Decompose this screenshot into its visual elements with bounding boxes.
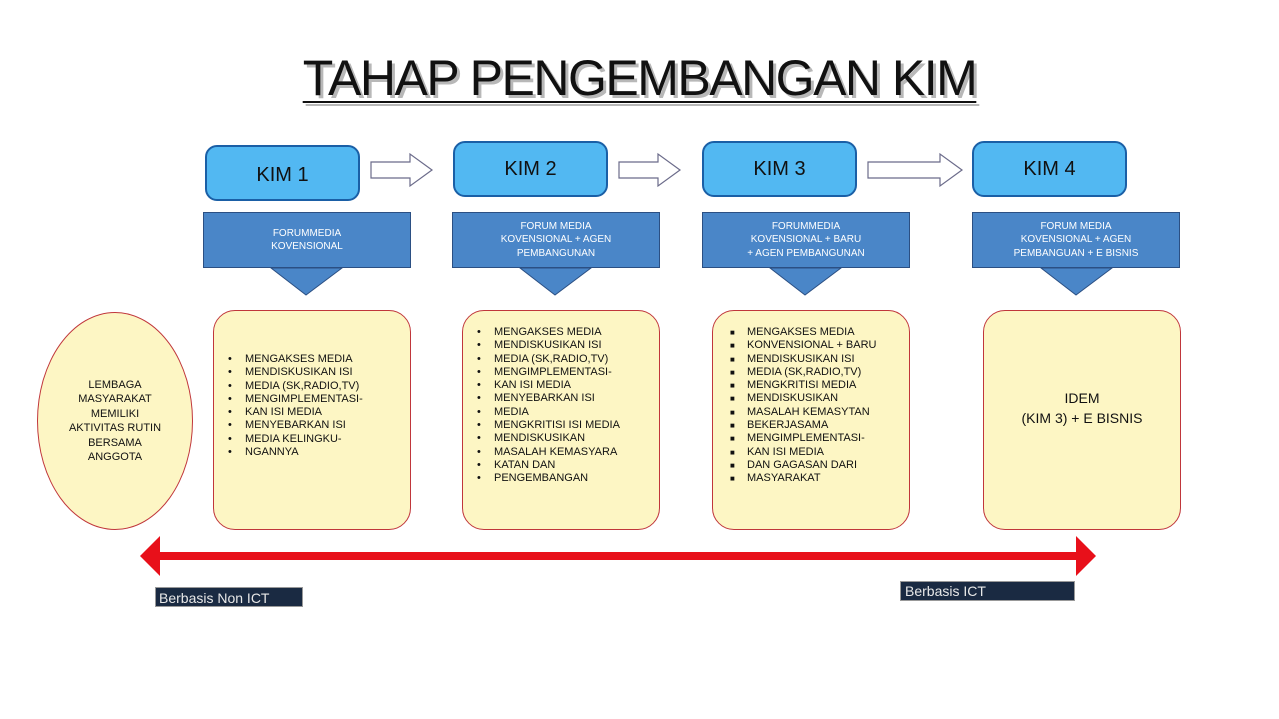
- list-item: ■ DAN GAGASAN DARI: [730, 459, 903, 472]
- list-item: • MEDIA (SK,RADIO,TV): [477, 353, 651, 366]
- list-item: • MENGIMPLEMENTASI-: [228, 393, 400, 406]
- kim-2-forum: FORUM MEDIA KOVENSIONAL + AGEN PEMBANGUNAN: [452, 212, 660, 268]
- down-arrow-icon: [520, 268, 591, 295]
- right-arrow-icon: [868, 154, 962, 186]
- down-arrow-icon: [271, 268, 342, 295]
- kim-4-forum: FORUM MEDIA KOVENSIONAL + AGEN PEMBANGUAN + E BISNIS: [972, 212, 1180, 268]
- list-item: ■ MENGAKSES MEDIA: [730, 326, 903, 339]
- kim-4-label: KIM 4: [1023, 157, 1076, 180]
- kim-1-forum: FORUMMEDIA KOVENSIONAL: [203, 212, 411, 268]
- list-item: • KAN ISI MEDIA: [477, 379, 651, 392]
- list-item: • MENDISKUSIKAN ISI: [477, 339, 651, 352]
- double-arrow-icon: [140, 536, 1096, 576]
- list-item: • MENGAKSES MEDIA: [228, 353, 400, 366]
- ict-label: Berbasis ICT: [900, 581, 1075, 601]
- kim-1-box: [205, 145, 360, 201]
- kim-3-activity-list: [730, 326, 903, 486]
- list-item: ■ MENGIMPLEMENTASI-: [730, 432, 903, 445]
- right-arrow-icon: [619, 154, 680, 186]
- list-item: • MENGKRITISI ISI MEDIA: [477, 419, 651, 432]
- kim-3-forum: FORUMMEDIA KOVENSIONAL + BARU + AGEN PEMBANGUNAN: [702, 212, 910, 268]
- list-item: • MENYEBARKAN ISI: [477, 392, 651, 405]
- kim-1-label: KIM 1: [256, 163, 309, 186]
- list-item: • MEDIA KELINGKU-: [228, 433, 400, 446]
- down-arrow-icon: [770, 268, 841, 295]
- kim-3-label: KIM 3: [753, 157, 806, 180]
- down-arrow-icon: [1041, 268, 1112, 295]
- kim-2-box: [453, 141, 608, 197]
- list-item: ■ MENDISKUSIKAN ISI: [730, 353, 903, 366]
- kim-1-activity-list: [228, 353, 400, 459]
- kim-4-activities: [983, 310, 1181, 530]
- list-item: • MEDIA (SK,RADIO,TV): [228, 380, 400, 393]
- list-item: ■ BEKERJASAMA: [730, 419, 903, 432]
- list-item: ■ KONVENSIONAL + BARU: [730, 339, 903, 352]
- list-item: • NGANNYA: [228, 446, 400, 459]
- kim-4-text: IDEM (KIM 3) + E BISNIS: [1021, 390, 1143, 426]
- list-item: • MENGIMPLEMENTASI-: [477, 366, 651, 379]
- list-item: ■ MENDISKUSIKAN: [730, 392, 903, 405]
- list-item: ■ MEDIA (SK,RADIO,TV): [730, 366, 903, 379]
- page-title: TAHAP PENGEMBANGAN KIM: [302, 50, 977, 106]
- list-item: • PENGEMBANGAN: [477, 472, 651, 485]
- kim-2-activity-list: [477, 326, 651, 486]
- kim-2-label: KIM 2: [504, 157, 557, 180]
- kim-3-activities: [712, 310, 910, 530]
- list-item: • KATAN DAN: [477, 459, 651, 472]
- kim-4-box: [972, 141, 1127, 197]
- list-item: • MASALAH KEMASYARA: [477, 446, 651, 459]
- right-arrow-icon: [371, 154, 432, 186]
- list-item: • MENYEBARKAN ISI: [228, 419, 400, 432]
- kim-1-activities: [213, 310, 411, 530]
- list-item: ■ MENGKRITISI MEDIA: [730, 379, 903, 392]
- list-item: ■ MASYARAKAT: [730, 472, 903, 485]
- non-ict-label: Berbasis Non ICT: [155, 587, 303, 607]
- pre-kim-text: LEMBAGA MASYARAKAT MEMILIKI AKTIVITAS RUTIN BERSAMA ANGGOTA: [68, 378, 162, 463]
- list-item: • MENDISKUSIKAN: [477, 432, 651, 445]
- kim-2-activities: [462, 310, 660, 530]
- list-item: ■ MASALAH KEMASYTAN: [730, 406, 903, 419]
- list-item: • MENDISKUSIKAN ISI: [228, 366, 400, 379]
- kim-3-box: [702, 141, 857, 197]
- list-item: ■ KAN ISI MEDIA: [730, 446, 903, 459]
- list-item: • MENGAKSES MEDIA: [477, 326, 651, 339]
- pre-kim-oval: [37, 312, 193, 530]
- list-item: • MEDIA: [477, 406, 651, 419]
- list-item: • KAN ISI MEDIA: [228, 406, 400, 419]
